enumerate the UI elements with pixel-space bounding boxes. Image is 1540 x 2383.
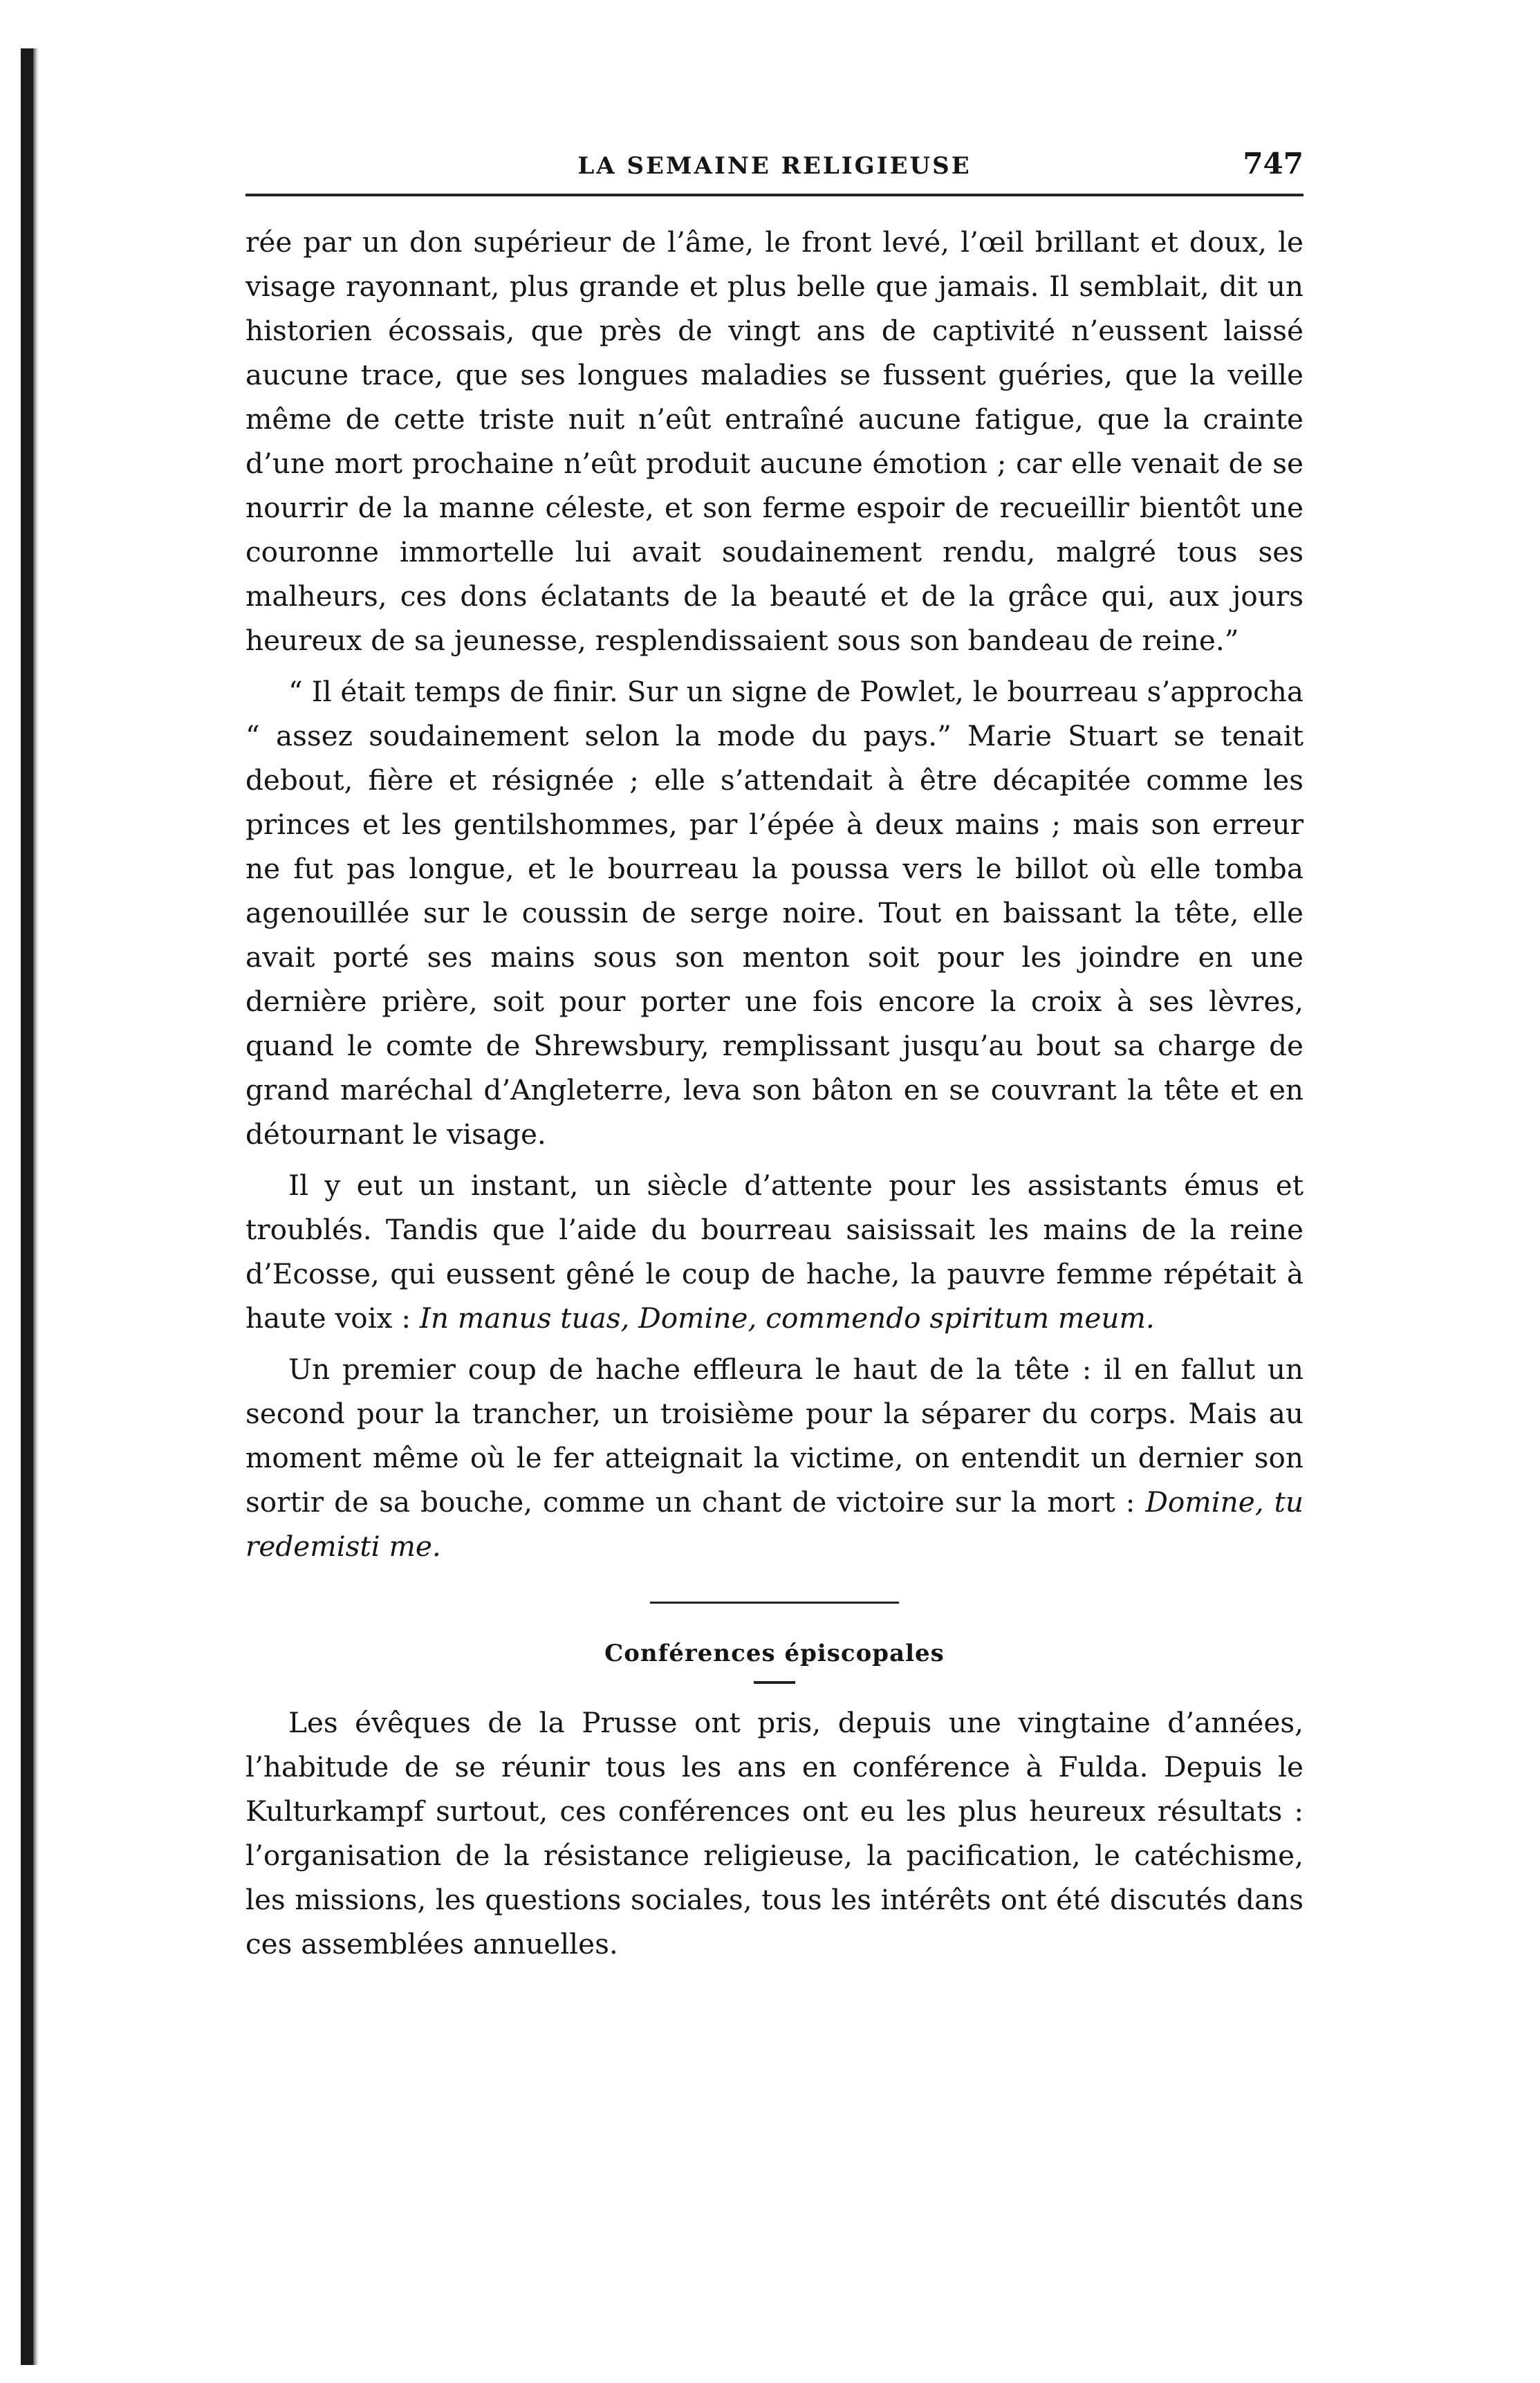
book-page <box>245 145 1304 1966</box>
section-paragraph: Les évêques de la Prusse ont pris, depuis une vingtaine d’années, l’habitude de se réunir tous les ans en conférence à Fulda. Depuis le Kulturkampf surtout, ces conférences ont eu les plus heureux résultats : l’organisation de la résistance religieuse, la pacification, le catéchisme, les missions, les questions sociales, tous les intérêts ont été discutés dans ces assemblées annuelles. <box>245 1706 1304 1960</box>
page-number: 747 <box>1243 147 1304 180</box>
latin-quote-prayer: In manus tuas, Domine, commendo spiritum meum. <box>419 1301 1155 1335</box>
running-header <box>245 145 1304 196</box>
paragraph-continued: rée par un don supérieur de l’âme, le front levé, l’œil brillant et doux, le visage rayonnant, plus grande et plus belle que jamais. Il semblait, dit un historien écossais, que près de vingt ans de captivité n’eussent laissé aucune trace, que ses longues maladies se fussent guéries, que la veille même de cette triste nuit n’eût entraîné aucune fatigue, que la crainte d’une mort prochaine n’eût produit aucune émotion ; car elle venait de se nourrir de la manne céleste, et son ferme espoir de recueillir bientôt une couronne immortelle lui avait soudainement rendu, malgré tous ses malheurs, ces dons éclatants de la beauté et de la grâce qui, aux jours heureux de sa jeunesse, resplendissaient sous son bandeau de reine.” <box>245 225 1304 657</box>
body-text <box>245 220 1304 1966</box>
paragraph-prayer-text: Il y eut un instant, un siècle d’attente pour les assistants émus et troublés. Tandis que l’aide du bourreau saisissait les mains de la reine d’Ecosse, qui eussent gêné le coup de hache, la pauvre femme répétait à haute voix : <box>245 1169 1304 1335</box>
paragraph-execution: “ Il était temps de finir. Sur un signe de Powlet, le bourreau s’approcha “ assez soudainement selon la mode du pays.” Marie Stuart se tenait debout, fière et résignée ; elle s’attendait à être décapitée comme les princes et les gentilshommes, par l’épée à deux mains ; mais son erreur ne fut pas longue, et le bourreau la poussa vers le billot où elle tomba agenouillée sur le coussin de serge noire. Tout en baissant la tête, elle avait porté ses mains sous son menton soit pour les joindre en une dernière prière, soit pour porter une fois encore la croix à ses lèvres, quand le comte de Shrewsbury, remplissant jusqu’au bout sa charge de grand maréchal d’Angleterre, leva son bâton en se couvrant la tête et en détournant le visage. <box>245 675 1304 1151</box>
heading-ornament-rule <box>754 1681 795 1684</box>
section-heading: Conférences épiscopales <box>604 1640 945 1667</box>
running-title: LA SEMAINE RELIGIEUSE <box>577 152 972 180</box>
section-divider <box>650 1602 899 1604</box>
scan-binding-edge <box>21 48 35 2365</box>
paragraph-prayer <box>245 1163 1304 1340</box>
latin-quote-final: Domine, tu redemisti me. <box>245 1485 1304 1563</box>
paragraph-final-words <box>245 1347 1304 1568</box>
paragraph-final-words-text: Un premier coup de hache effleura le haut de la tête : il en fallut un second pour la trancher, un troisième pour la séparer du corps. Mais au moment même où le fer atteignait la victime, on entendit un dernier son sortir de sa bouche, comme un chant de victoire sur la mort : <box>245 1353 1304 1519</box>
